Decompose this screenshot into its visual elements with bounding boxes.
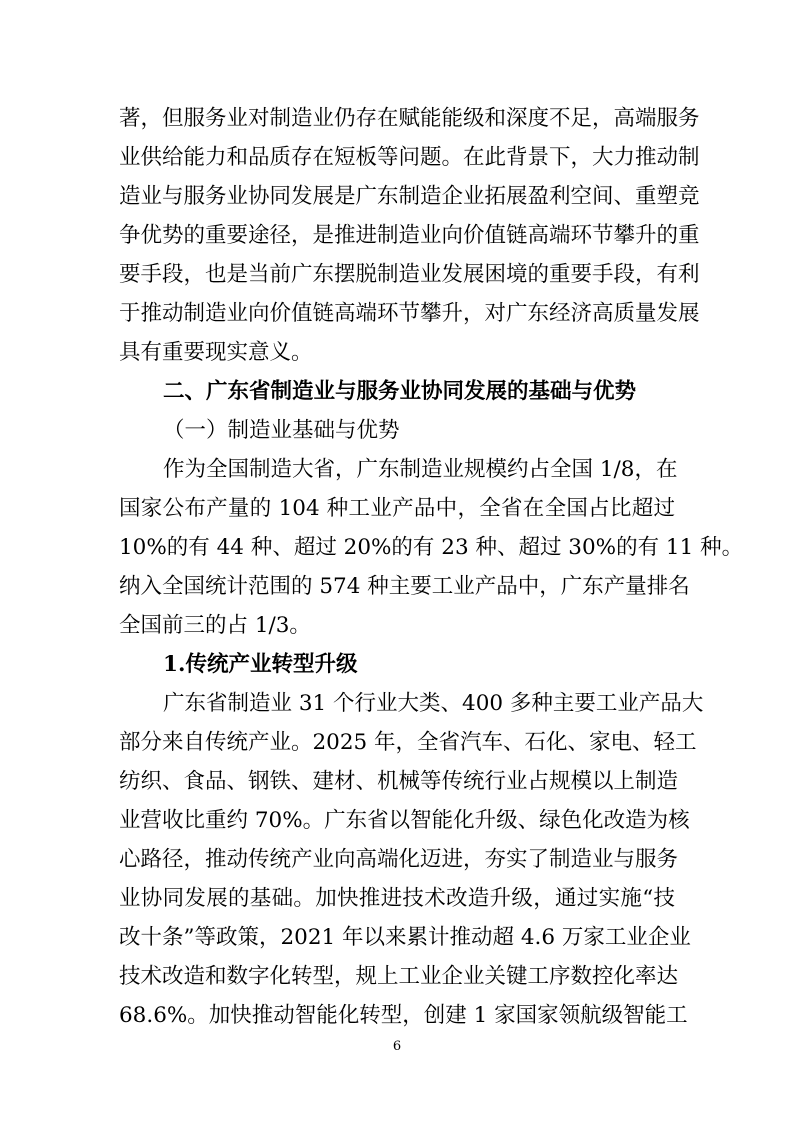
section-heading: 二、广东省制造业与服务业协同发展的基础与优势 [163,379,637,404]
page-number: 6 [392,1039,402,1054]
paragraph-line: 改十条”等政策，2021 年以来累计推动超 4.6 万家工业企业 [119,925,691,950]
paragraph-line: 造业与服务业协同发展是广东制造企业拓展盈利空间、重塑竞 [119,184,700,209]
paragraph-line: 具有重要现实意义。 [119,340,313,365]
paragraph-line: 10%的有 44 种、超过 20%的有 23 种、超过 30%的有 11 种。 [119,535,744,560]
paragraph-line: 技术改造和数字化转型，规上工业企业关键工序数控化率达 [119,964,679,989]
paragraph-line: 68.6%。加快推动智能化转型，创建 1 家国家领航级智能工 [119,1003,688,1028]
paragraph-line: 争优势的重要途径，是推进制造业向价值链高端环节攀升的重 [119,223,700,248]
paragraph-line: 国家公布产量的 104 种工业产品中，全省在全国占比超过 [119,496,675,521]
paragraph-line: 纺织、食品、钢铁、建材、机械等传统行业占规模以上制造 [119,769,679,794]
paragraph-line: 纳入全国统计范围的 574 种主要工业产品中，广东产量排名 [119,574,690,599]
item-heading: 1.传统产业转型升级 [163,652,358,677]
paragraph-line: 心路径，推动传统产业向高端化迈进，夯实了制造业与服务 [119,847,679,872]
paragraph-line: 全国前三的占 1/3。 [119,613,311,638]
subsection-heading: （一）制造业基础与优势 [163,418,400,443]
paragraph-line: 要手段，也是当前广东摆脱制造业发展困境的重要手段，有利 [119,262,700,287]
paragraph-line: 业协同发展的基础。加快推进技术改造升级，通过实施“技 [119,886,675,911]
paragraph-line: 广东省制造业 31 个行业大类、400 多种主要工业产品大 [163,691,704,716]
paragraph-line: 部分来自传统产业。2025 年，全省汽车、石化、家电、轻工 [119,730,697,755]
paragraph-line: 于推动制造业向价值链高端环节攀升，对广东经济高质量发展 [119,301,700,326]
paragraph-line: 作为全国制造大省，广东制造业规模约占全国 1/8，在 [163,457,678,482]
paragraph-line: 著，但服务业对制造业仍存在赋能能级和深度不足，高端服务 [119,106,700,131]
paragraph-line: 业供给能力和品质存在短板等问题。在此背景下，大力推动制 [119,145,700,170]
paragraph-line: 业营收比重约 70%。广东省以智能化升级、绿色化改造为核 [119,808,690,833]
